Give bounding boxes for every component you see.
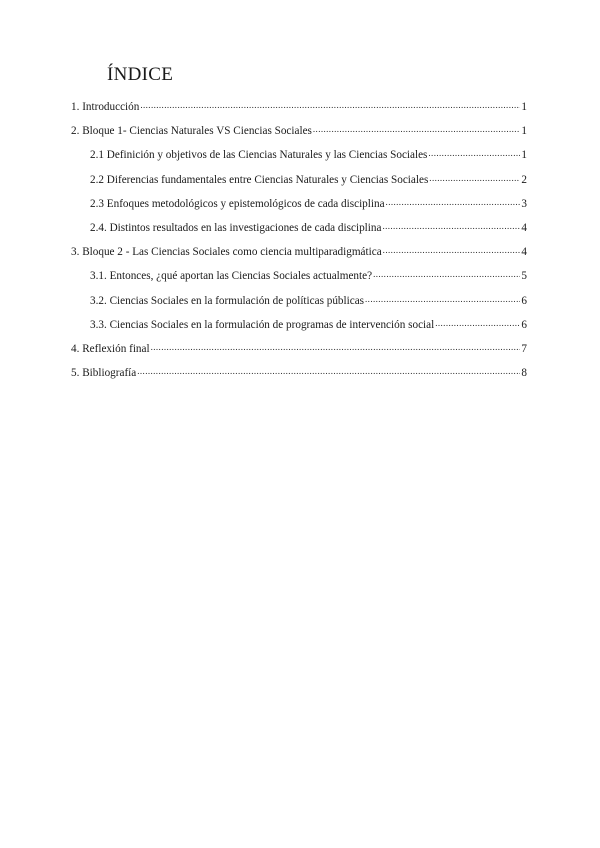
toc-entry-3-2[interactable] (71, 295, 527, 319)
toc-entry-bibliografia[interactable] (71, 367, 527, 391)
toc-entry-bloque-2[interactable] (71, 246, 527, 270)
toc-dot-leader (140, 99, 520, 111)
toc-entry-2-3[interactable] (71, 198, 527, 222)
toc-entry-3-1[interactable] (71, 270, 527, 294)
toc-dot-leader (383, 244, 521, 256)
toc-dot-leader (373, 268, 520, 280)
toc-dot-leader (313, 123, 521, 135)
toc-dot-leader (365, 293, 520, 305)
toc-entry-bloque-1[interactable] (71, 125, 527, 149)
toc-entry-page: 7 (521, 342, 527, 355)
toc-entry-label: 3.2. Ciencias Sociales en la formulación de políticas públicas (90, 294, 365, 307)
toc-entry-label: 1. Introducción (71, 101, 140, 113)
toc-entry-page: 4 (521, 246, 527, 259)
toc-entry-page: 8 (521, 367, 527, 380)
toc-entry-2-1[interactable] (71, 149, 527, 173)
toc-entry-page: 6 (521, 318, 527, 331)
toc-entry-page: 6 (521, 294, 527, 307)
toc-dot-leader (386, 196, 521, 208)
toc-entry-label: 2.2 Diferencias fundamentales entre Ciencias Naturales y Ciencias Sociales (90, 173, 429, 186)
toc-entry-page: 2 (521, 173, 527, 186)
toc-entry-introduccion[interactable] (71, 101, 527, 125)
toc-entry-label: 3.3. Ciencias Sociales en la formulación de programas de intervención social (90, 318, 435, 331)
toc-entry-page: 1 (521, 149, 527, 162)
toc-entry-label: 2.4. Distintos resultados en las investigaciones de cada disciplina (90, 221, 382, 234)
table-of-contents (71, 101, 527, 391)
toc-entry-3-3[interactable] (71, 319, 527, 343)
toc-entry-page: 4 (521, 221, 527, 234)
toc-dot-leader (151, 341, 521, 353)
toc-dot-leader (428, 147, 520, 159)
toc-entry-label: 5. Bibliografía (71, 367, 137, 380)
toc-entry-page: 5 (521, 270, 527, 283)
toc-entry-page: 1 (521, 101, 527, 113)
toc-dot-leader (382, 220, 520, 232)
toc-entry-label: 3.1. Entonces, ¿qué aportan las Ciencias Sociales actualmente? (90, 270, 373, 283)
toc-entry-label: 4. Reflexión final (71, 342, 150, 355)
toc-entry-2-4[interactable] (71, 222, 527, 246)
toc-entry-label: 2.1 Definición y objetivos de las Ciencias Naturales y las Ciencias Sociales (90, 149, 428, 162)
toc-entry-page: 3 (521, 197, 527, 210)
toc-entry-page: 1 (521, 125, 527, 138)
toc-entry-label: 2. Bloque 1- Ciencias Naturales VS Ciencias Sociales (71, 125, 312, 138)
toc-entry-label: 2.3 Enfoques metodológicos y epistemológicos de cada disciplina (90, 197, 385, 210)
toc-title: ÍNDICE (107, 64, 174, 85)
toc-dot-leader (435, 317, 520, 329)
toc-entry-label: 3. Bloque 2 - Las Ciencias Sociales como ciencia multiparadigmática (71, 246, 382, 259)
toc-dot-leader (137, 365, 520, 377)
toc-entry-2-2[interactable] (71, 174, 527, 198)
toc-entry-reflexion-final[interactable] (71, 343, 527, 367)
toc-dot-leader (429, 172, 520, 184)
